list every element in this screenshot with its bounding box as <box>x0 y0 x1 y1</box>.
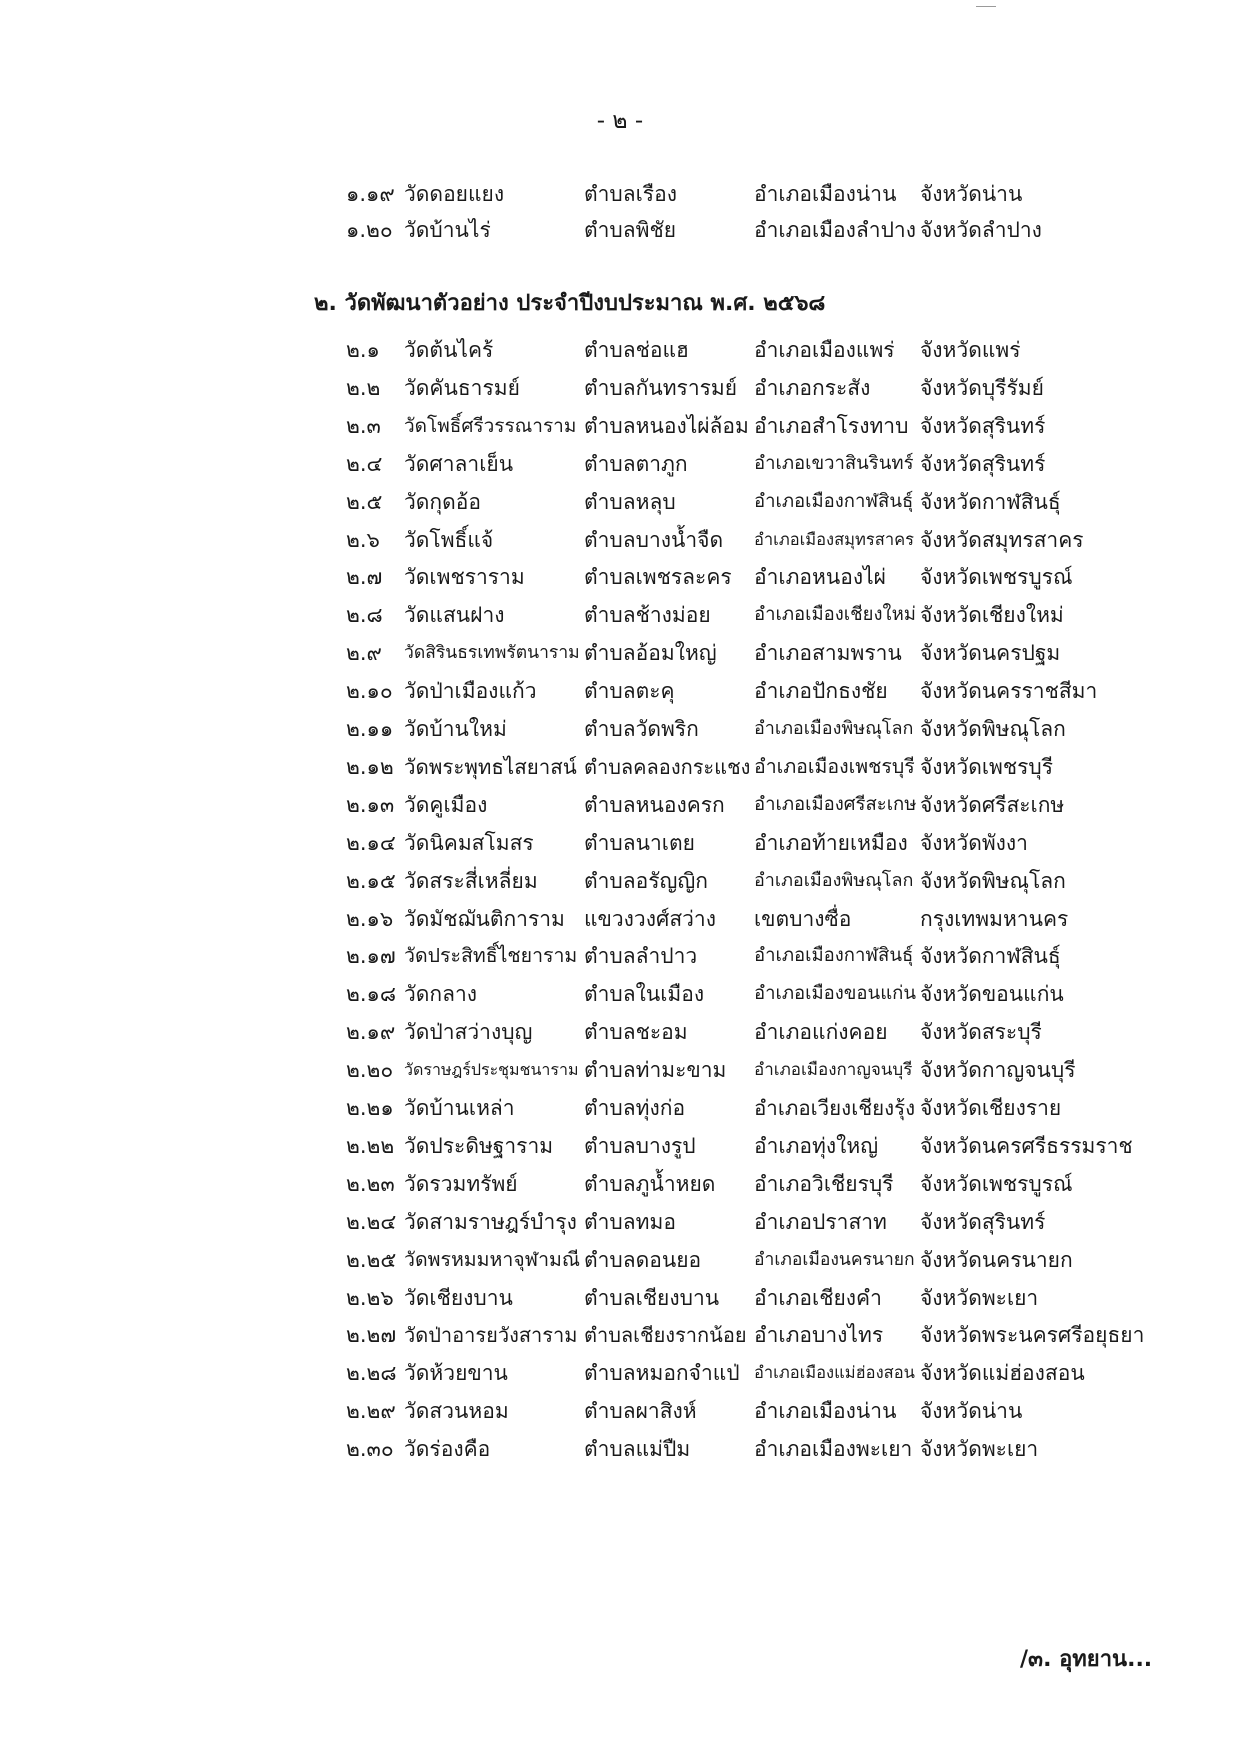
temple-name: วัดบ้านเหล่า <box>404 1096 515 1120</box>
district-name: อำเภอเมืองกาฬสินธุ์ <box>754 490 914 512</box>
subdistrict-name: ตำบลเชียงรากน้อย <box>584 1323 747 1348</box>
temple-name: วัดพรหมมหาจุฬามณี <box>404 1247 580 1271</box>
temple-name: วัดโพธิ์ศรีวรรณาราม <box>404 414 577 437</box>
temple-name: วัดสระสี่เหลี่ยม <box>404 868 538 893</box>
item-number: ๒.๒๕ <box>346 1247 397 1272</box>
subdistrict-name: ตำบลเชียงบาน <box>584 1285 720 1310</box>
item-number: ๒.๗ <box>346 565 383 590</box>
subdistrict-name: ตำบลลำปาว <box>584 944 698 969</box>
temple-name: วัดสิรินธรเทพรัตนาราม <box>404 643 580 664</box>
province-name: จังหวัดเชียงราย <box>920 1096 1062 1120</box>
item-number: ๒.๒๔ <box>346 1209 397 1234</box>
temple-name: วัดพระพุทธไสยาสน์ <box>404 754 577 779</box>
subdistrict-name: ตำบลคลองกระแชง <box>584 754 751 779</box>
district-name: อำเภอปราสาท <box>754 1209 887 1234</box>
temple-name: วัดสามราษฎร์บำรุง <box>404 1209 577 1234</box>
district-name: อำเภอเมืองกาญจนบุรี <box>754 1060 913 1081</box>
temple-name: วัดโพธิ์แจ้ <box>404 527 494 552</box>
item-number: ๒.๑๒ <box>346 754 394 779</box>
item-number: ๒.๑๑ <box>346 717 394 741</box>
subdistrict-name: ตำบลอ้อมใหญ่ <box>584 641 717 666</box>
temple-name: วัดศาลาเย็น <box>404 451 514 476</box>
temple-name: วัดบ้านใหม่ <box>404 717 507 741</box>
province-name: จังหวัดสุรินทร์ <box>920 413 1046 438</box>
province-name: จังหวัดนครราชสีมา <box>920 679 1098 704</box>
item-number: ๒.๒๙ <box>346 1399 396 1424</box>
subdistrict-name: ตำบลนาเตย <box>584 830 695 855</box>
subdistrict-name: ตำบลภูน้ำหยด <box>584 1171 716 1196</box>
district-name: อำเภอเมืองพะเยา <box>754 1437 913 1462</box>
district-name: อำเภอวิเชียรบุรี <box>754 1171 894 1196</box>
temple-name: วัดประสิทธิ์ไชยาราม <box>404 944 578 968</box>
temple-name: วัดต้นไคร้ <box>404 338 494 362</box>
subdistrict-name: แขวงวงศ์สว่าง <box>584 906 716 931</box>
temple-name: วัดห้วยขาน <box>404 1361 508 1386</box>
district-name: อำเภอเมืองน่าน <box>754 1399 897 1424</box>
temple-name: วัดร่องคือ <box>404 1437 491 1462</box>
province-name: จังหวัดบุรีรัมย์ <box>920 375 1044 400</box>
province-name: จังหวัดสุรินทร์ <box>920 451 1046 476</box>
district-name: อำเภอสำโรงทาบ <box>754 413 909 438</box>
district-name: อำเภอเมืองลำปาง <box>754 218 916 242</box>
province-name: จังหวัดพะเยา <box>920 1285 1039 1310</box>
temple-name: วัดประดิษฐาราม <box>404 1133 554 1158</box>
district-name: อำเภอเมืองน่าน <box>754 182 897 206</box>
province-name: จังหวัดเพชรบุรี <box>920 754 1053 779</box>
district-name: อำเภอเขวาสินรินทร์ <box>754 452 914 474</box>
district-name: อำเภอเมืองขอนแก่น <box>754 983 916 1005</box>
province-name: จังหวัดพะเยา <box>920 1437 1039 1462</box>
item-number: ๒.๑ <box>346 338 380 362</box>
item-number: ๒.๑๓ <box>346 792 395 817</box>
province-name: จังหวัดพังงา <box>920 830 1028 855</box>
province-name: จังหวัดน่าน <box>920 182 1023 206</box>
temple-name: วัดมัชฌันติการาม <box>404 906 565 931</box>
item-number: ๒.๓๐ <box>346 1437 394 1462</box>
subdistrict-name: ตำบลชะอม <box>584 1020 688 1045</box>
temple-name: วัดดอยแยง <box>404 182 505 206</box>
district-name: อำเภอเมืองพิษณุโลก <box>754 718 914 739</box>
temple-name: วัดป่าเมืองแก้ว <box>404 679 537 704</box>
district-name: อำเภอเมืองสมุทรสาคร <box>754 529 915 549</box>
temple-name: วัดเชียงบาน <box>404 1285 513 1310</box>
province-name: จังหวัดกาฬสินธุ์ <box>920 944 1061 969</box>
province-name: จังหวัดนครปฐม <box>920 641 1061 666</box>
item-number: ๒.๒๒ <box>346 1133 395 1158</box>
item-number: ๒.๒๘ <box>346 1361 397 1386</box>
item-number: ๒.๒๑ <box>346 1096 394 1120</box>
province-name: จังหวัดนครนายก <box>920 1247 1073 1272</box>
district-name: อำเภอเมืองศรีสะเกษ <box>754 793 917 815</box>
district-name: อำเภอหนองไผ่ <box>754 565 886 590</box>
subdistrict-name: ตำบลเพชรละคร <box>584 565 732 590</box>
province-name: จังหวัดพระนครศรีอยุธยา <box>920 1323 1145 1348</box>
district-name: อำเภอเมืองเชียงใหม่ <box>754 604 916 626</box>
subdistrict-name: ตำบลทมอ <box>584 1209 676 1234</box>
subdistrict-name: ตำบลดอนยอ <box>584 1247 702 1272</box>
item-number: ๑.๒๐ <box>346 218 393 242</box>
temple-name: วัดนิคมสโมสร <box>404 830 534 855</box>
district-name: อำเภอเมืองกาฬสินธุ์ <box>754 945 914 967</box>
temple-name: วัดคูเมือง <box>404 792 488 817</box>
district-name: อำเภอท้ายเหมือง <box>754 830 908 855</box>
province-name: จังหวัดเพชรบูรณ์ <box>920 1171 1073 1196</box>
item-number: ๒.๘ <box>346 603 383 628</box>
subdistrict-name: ตำบลทุ่งก่อ <box>584 1096 686 1120</box>
temple-name: วัดคันธารมย์ <box>404 375 520 400</box>
province-name: จังหวัดกาฬสินธุ์ <box>920 489 1061 514</box>
subdistrict-name: ตำบลตาภูก <box>584 451 688 476</box>
district-name: อำเภอเชียงคำ <box>754 1285 882 1310</box>
district-name: อำเภอกระสัง <box>754 375 871 400</box>
item-number: ๒.๑๙ <box>346 1020 396 1045</box>
district-name: อำเภอเวียงเชียงรุ้ง <box>754 1096 916 1120</box>
subdistrict-name: ตำบลบางน้ำจืด <box>584 527 724 552</box>
district-name: อำเภอเมืองแม่ฮ่องสอน <box>754 1363 915 1383</box>
item-number: ๒.๙ <box>346 641 382 666</box>
item-number: ๒.๒๐ <box>346 1058 394 1083</box>
temple-name: วัดเพชราราม <box>404 565 525 590</box>
item-number: ๒.๔ <box>346 451 383 476</box>
district-name: อำเภอปักธงชัย <box>754 679 888 704</box>
province-name: จังหวัดพิษณุโลก <box>920 717 1066 741</box>
province-name: จังหวัดพิษณุโลก <box>920 868 1066 893</box>
item-number: ๒.๒๓ <box>346 1171 395 1196</box>
item-number: ๒.๒๗ <box>346 1323 397 1348</box>
subdistrict-name: ตำบลแม่ปืม <box>584 1437 691 1462</box>
district-name: อำเภอแก่งคอย <box>754 1020 888 1045</box>
province-name: จังหวัดสุรินทร์ <box>920 1209 1046 1234</box>
temple-name: วัดรวมทรัพย์ <box>404 1171 518 1196</box>
district-name: อำเภอเมืองแพร่ <box>754 338 895 362</box>
temple-name: วัดบ้านไร่ <box>404 218 491 242</box>
province-name: จังหวัดเชียงใหม่ <box>920 603 1064 628</box>
item-number: ๒.๓ <box>346 413 381 438</box>
item-number: ๒.๑๘ <box>346 982 397 1007</box>
district-name: อำเภอเมืองพิษณุโลก <box>754 869 914 891</box>
subdistrict-name: ตำบลวัดพริก <box>584 717 699 741</box>
subdistrict-name: ตำบลท่ามะขาม <box>584 1058 727 1083</box>
district-name: อำเภอเมืองเพชรบุรี <box>754 754 915 778</box>
page-number: - ๒ - <box>596 108 644 134</box>
subdistrict-name: ตำบลเรือง <box>584 182 677 206</box>
item-number: ๒.๑๔ <box>346 830 396 855</box>
subdistrict-name: ตำบลพิชัย <box>584 218 677 242</box>
province-name: จังหวัดลำปาง <box>920 218 1042 242</box>
continuation-note: /๓. อุทยาน... <box>1020 1647 1153 1672</box>
province-name: จังหวัดเพชรบูรณ์ <box>920 565 1073 590</box>
province-name: จังหวัดนครศรีธรรมราช <box>920 1133 1133 1158</box>
subdistrict-name: ตำบลหนองครก <box>584 792 725 817</box>
subdistrict-name: ตำบลหลุบ <box>584 489 676 514</box>
province-name: จังหวัดสมุทรสาคร <box>920 527 1084 552</box>
temple-name: วัดราษฎร์ประชุมชนาราม <box>404 1060 579 1080</box>
subdistrict-name: ตำบลหนองไผ่ล้อม <box>584 413 749 438</box>
province-name: จังหวัดศรีสะเกษ <box>920 792 1065 817</box>
province-name: จังหวัดน่าน <box>920 1399 1023 1424</box>
district-name: อำเภอบางไทร <box>754 1323 884 1348</box>
district-name: อำเภอเมืองนครนายก <box>754 1249 915 1270</box>
top-scan-mark <box>976 6 996 7</box>
province-name: กรุงเทพมหานคร <box>920 906 1069 931</box>
district-name: อำเภอทุ่งใหญ่ <box>754 1133 879 1158</box>
temple-name: วัดกุดอ้อ <box>404 489 482 514</box>
province-name: จังหวัดสระบุรี <box>920 1020 1042 1045</box>
district-name: อำเภอสามพราน <box>754 641 902 666</box>
item-number: ๒.๑๕ <box>346 868 396 893</box>
subdistrict-name: ตำบลช่อแฮ <box>584 338 689 362</box>
subdistrict-name: ตำบลหมอกจำแป่ <box>584 1361 740 1386</box>
province-name: จังหวัดกาญจนบุรี <box>920 1058 1076 1083</box>
subdistrict-name: ตำบลตะคุ <box>584 679 675 704</box>
province-name: จังหวัดแม่ฮ่องสอน <box>920 1361 1085 1386</box>
subdistrict-name: ตำบลในเมือง <box>584 982 705 1007</box>
subdistrict-name: ตำบลผาสิงห์ <box>584 1399 697 1424</box>
subdistrict-name: ตำบลอรัญญิก <box>584 868 709 893</box>
item-number: ๒.๑๗ <box>346 944 396 969</box>
temple-name: วัดสวนหอม <box>404 1399 509 1424</box>
temple-name: วัดกลาง <box>404 982 478 1007</box>
subdistrict-name: ตำบลบางรูป <box>584 1133 696 1158</box>
item-number: ๒.๒๖ <box>346 1285 394 1310</box>
province-name: จังหวัดแพร่ <box>920 338 1021 362</box>
item-number: ๒.๖ <box>346 527 380 552</box>
temple-name: วัดป่าอารยวังสาราม <box>404 1323 578 1348</box>
item-number: ๑.๑๙ <box>346 182 395 206</box>
item-number: ๒.๑๐ <box>346 679 393 704</box>
item-number: ๒.๑๖ <box>346 906 394 931</box>
temple-name: วัดแสนฝาง <box>404 603 505 628</box>
item-number: ๒.๕ <box>346 489 383 514</box>
item-number: ๒.๒ <box>346 375 381 400</box>
section-2-heading: ๒. วัดพัฒนาตัวอย่าง ประจำปีงบประมาณ พ.ศ. ๒๕๖๘ <box>314 291 826 316</box>
subdistrict-name: ตำบลกันทรารมย์ <box>584 375 738 400</box>
province-name: จังหวัดขอนแก่น <box>920 982 1064 1007</box>
district-name: เขตบางซื่อ <box>754 906 852 931</box>
temple-name: วัดป่าสว่างบุญ <box>404 1020 533 1045</box>
subdistrict-name: ตำบลช้างม่อย <box>584 603 711 628</box>
